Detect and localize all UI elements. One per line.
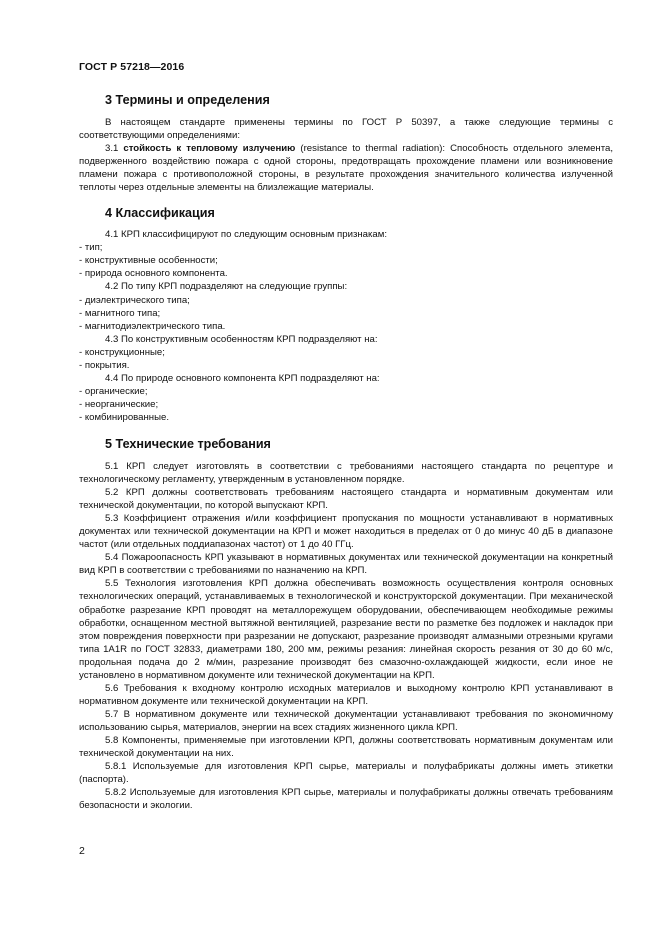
classification-line: - магнитодиэлектрического типа. [79,320,226,332]
classification-line: - органические; [79,385,148,397]
section-5-heading: 5 Технические требования [105,436,271,451]
term-text: (resistance to thermal radiation): Способность отдельного элемента, подверженного воздействию пожара с одной стороны, предотвращать прохождение пламени или возникновение пламени пожара с противоположной стороны, в результате прохождения значительного количества излученной теплоты через отдельные элементы на близлежащие материалы. [79,143,613,194]
requirement-paragraph: 5.8.1 Используемые для изготовления КРП сырье, материалы и полуфабрикаты должны иметь этикетки (паспорта). [79,761,613,786]
classification-line: 4.4 По природе основного компонента КРП подразделяют на: [105,372,380,384]
requirement-paragraph: 5.6 Требования к входному контролю исходных материалов и выходному контролю КРП устанавливают в нормативном документе или технической документации на КРП. [79,682,613,707]
requirement-paragraph: 5.3 Коэффициент отражения и/или коэффициент пропускания по мощности устанавливают в нормативных документах или технической документации на КРП и может находиться в пределах от 0 до минус 40 дБ в диапазоне частот (или отдельных поддиапазонах частот) от 1 до 40 ГГц. [79,513,613,551]
classification-line: - покрытия. [79,359,130,371]
requirement-paragraph: 5.4 Пожароопасность КРП указывают в нормативных документах или технической документации на конкретный вид КРП в соответствии с требованиями по назначению на КРП. [79,552,613,577]
classification-line: - комбинированные. [79,411,169,423]
classification-line: 4.1 КРП классифицируют по следующим основным признакам: [105,229,387,241]
classification-line: 4.2 По типу КРП подразделяют на следующие группы: [105,281,348,293]
classification-list [79,228,613,424]
term-number: 3.1 [105,143,119,155]
term-name: стойкость к тепловому излучению [123,143,296,155]
page-content [79,92,613,812]
classification-line: - природа основного компонента. [79,268,228,280]
requirement-paragraph: 5.5 Технология изготовления КРП должна обеспечивать возможность осуществления контроля основных технологических операций, устанавливаемых в технологической и конструкторской документации. При механической обработке разрезание КРП проводят на металлорежущем оборудовании, обеспечивающем необходимые режимы обработки, оснащенном местной вытяжной вентиляцией, разрезание вести по разметке без подложек и накладок при этом повреждения поверхности при разрезании не допускают, разрезание производят алмазными отрезными кругами типа 1A1R по ГОСТ 32833, диаметрами 180, 200 мм, режимы резания: линейная скорость резания от 30 до 60 м/с, продольная подача до 2 м/мин, разрезание производят без смазочно-охлаждающей жидкости, если иное не установлено в нормативном документе или технической документации на КРП. [79,578,613,681]
section-3-intro: В настоящем стандарте применены термины по ГОСТ Р 50397, а также следующие термины с соответствующими определениями: [79,117,613,142]
requirement-paragraph: 5.8 Компоненты, применяемые при изготовлении КРП, должны соответствовать нормативным документам или технической документации на них. [79,734,613,760]
classification-line: - конструктивные особенности; [79,255,218,267]
classification-line: 4.3 По конструктивным особенностям КРП подразделяют на: [105,333,378,345]
classification-line: - тип; [79,242,103,254]
requirement-paragraph: 5.8.2 Используемые для изготовления КРП сырье, материалы и полуфабрикаты должны отвечать требованиям безопасности и экологии. [79,787,613,812]
requirements-list [79,460,613,812]
page-number: 2 [79,845,85,857]
requirement-paragraph: 5.7 В нормативном документе или технической документации устанавливают требования по экономичному использованию сырья, материалов, энергии на всех стадиях жизненного цикла КРП. [79,708,613,733]
classification-line: - магнитного типа; [79,307,161,319]
section-3-heading: 3 Термины и определения [105,93,270,107]
classification-line: - диэлектрического типа; [79,294,190,306]
section-4-heading: 4 Классификация [105,206,215,221]
requirement-paragraph: 5.1 КРП следует изготовлять в соответствии с требованиями настоящего стандарта по рецептуре и технологическому регламенту, утвержденным в установленном порядке. [79,460,613,486]
standard-number: ГОСТ Р 57218—2016 [79,61,185,73]
classification-line: - конструкционные; [79,346,165,358]
term-definition [79,142,613,194]
classification-line: - неорганические; [79,398,159,410]
requirement-paragraph: 5.2 КРП должны соответствовать требованиям настоящего стандарта и нормативным документам или технической документации, по которой выпускают КРП. [79,487,613,512]
